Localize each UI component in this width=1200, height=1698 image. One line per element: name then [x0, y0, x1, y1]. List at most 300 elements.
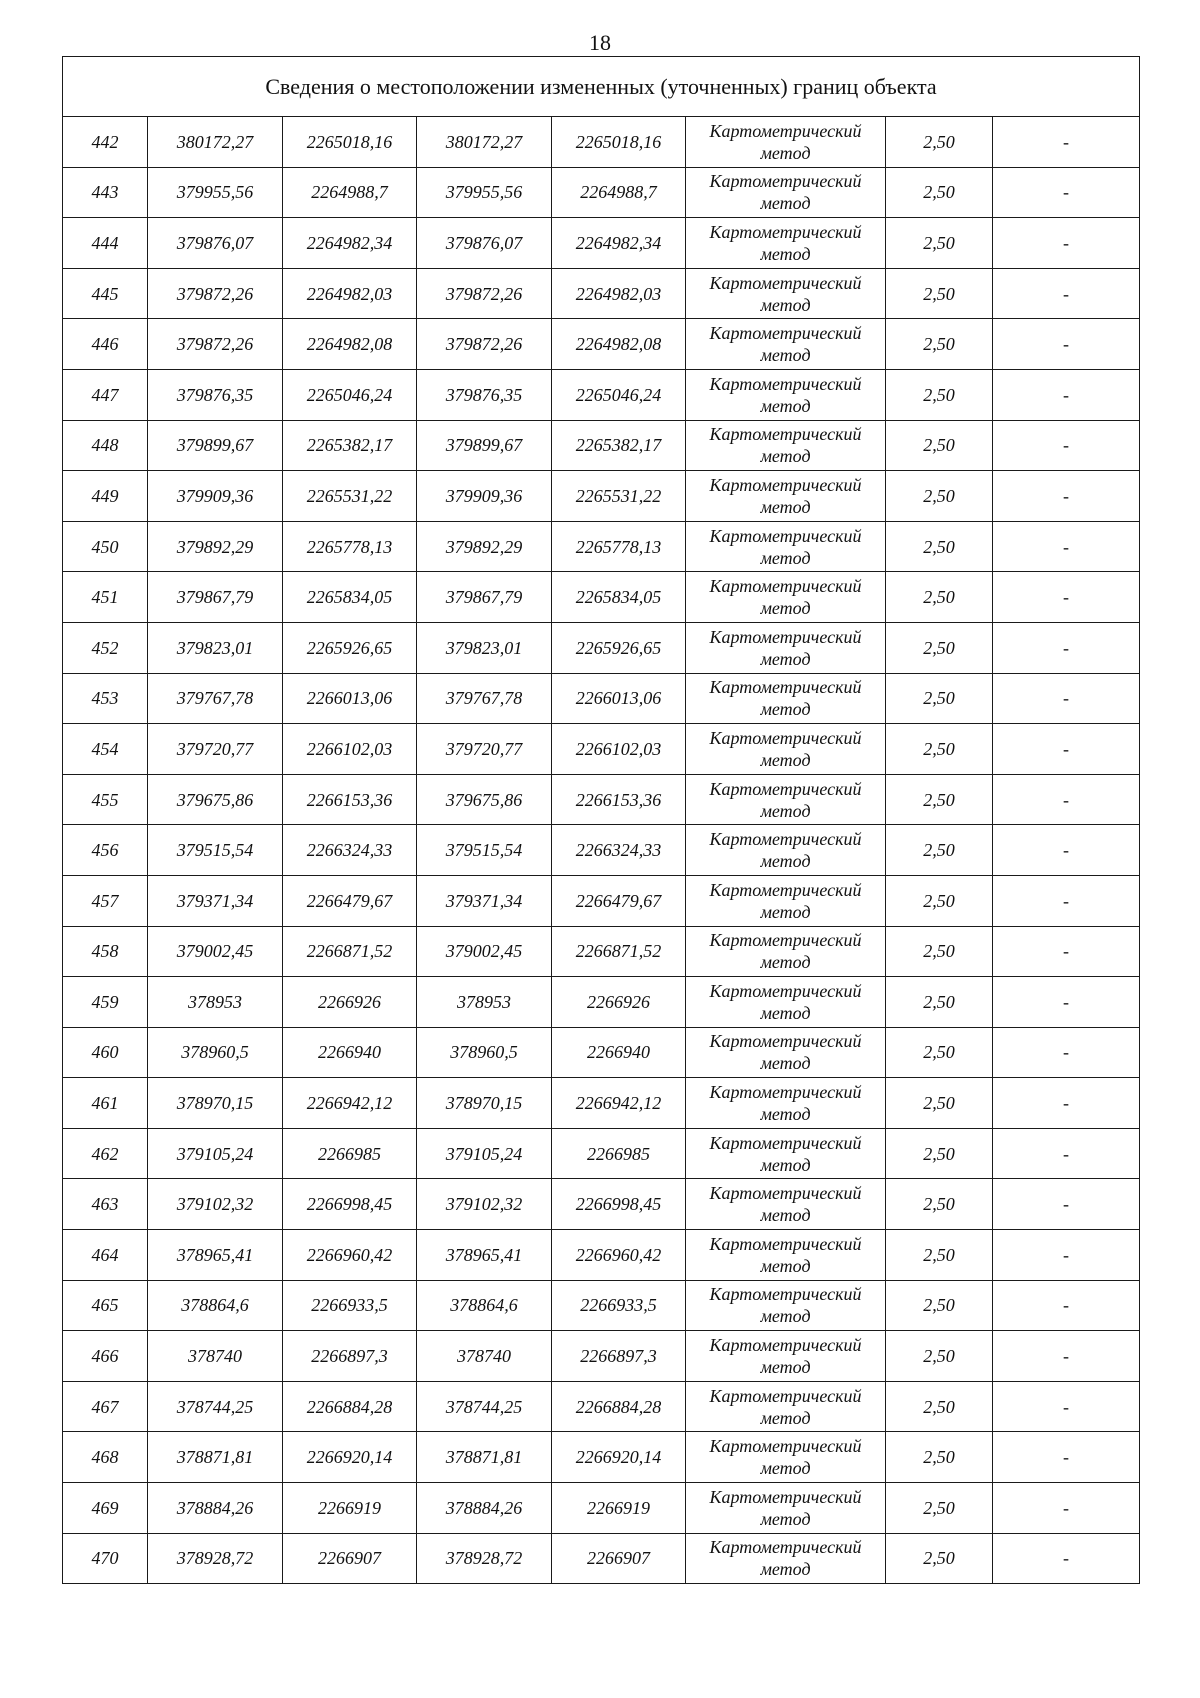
method-label-line1: Картометрический	[709, 727, 862, 748]
method-cell	[686, 167, 886, 218]
method-cell	[686, 471, 886, 522]
existing-y-cell: 2266960,42	[283, 1230, 417, 1281]
table-row	[63, 1432, 1140, 1483]
accuracy-cell: 2,50	[886, 1432, 993, 1483]
method-label-line2: метод	[760, 699, 811, 720]
point-number-cell: 449	[63, 471, 148, 522]
refined-x-cell: 379892,29	[417, 521, 552, 572]
method-label-line1: Картометрический	[709, 778, 862, 799]
refined-y-cell: 2266907	[552, 1533, 686, 1584]
accuracy-cell: 2,50	[886, 1128, 993, 1179]
note-cell: -	[993, 774, 1140, 825]
method-cell	[686, 1381, 886, 1432]
existing-y-cell: 2266942,12	[283, 1078, 417, 1129]
table-row	[63, 1381, 1140, 1432]
refined-x-cell: 379105,24	[417, 1128, 552, 1179]
method-label-line1: Картометрический	[709, 1537, 862, 1558]
refined-y-cell: 2266926	[552, 977, 686, 1028]
method-cell	[686, 724, 886, 775]
accuracy-cell: 2,50	[886, 1331, 993, 1382]
existing-x-cell: 379102,32	[148, 1179, 283, 1230]
point-number-cell: 445	[63, 268, 148, 319]
method-cell	[686, 1179, 886, 1230]
method-cell	[686, 268, 886, 319]
refined-y-cell: 2266940	[552, 1027, 686, 1078]
note-cell: -	[993, 926, 1140, 977]
method-label-line1: Картометрический	[709, 1082, 862, 1103]
point-number-cell: 443	[63, 167, 148, 218]
existing-x-cell: 379909,36	[148, 471, 283, 522]
existing-y-cell: 2265018,16	[283, 117, 417, 168]
table-row	[63, 521, 1140, 572]
table-row	[63, 1280, 1140, 1331]
method-label-line2: метод	[760, 1508, 811, 1529]
refined-x-cell: 379867,79	[417, 572, 552, 623]
note-cell: -	[993, 875, 1140, 926]
accuracy-cell: 2,50	[886, 471, 993, 522]
existing-y-cell: 2266920,14	[283, 1432, 417, 1483]
refined-y-cell: 2265834,05	[552, 572, 686, 623]
method-cell	[686, 369, 886, 420]
method-label-line2: метод	[760, 1357, 811, 1378]
method-cell	[686, 774, 886, 825]
accuracy-cell: 2,50	[886, 977, 993, 1028]
refined-x-cell: 378744,25	[417, 1381, 552, 1432]
point-number-cell: 468	[63, 1432, 148, 1483]
refined-y-cell: 2264982,03	[552, 268, 686, 319]
existing-x-cell: 379955,56	[148, 167, 283, 218]
point-number-cell: 459	[63, 977, 148, 1028]
point-number-cell: 447	[63, 369, 148, 420]
refined-x-cell: 379955,56	[417, 167, 552, 218]
existing-y-cell: 2266884,28	[283, 1381, 417, 1432]
method-label-line2: метод	[760, 1559, 811, 1580]
accuracy-cell: 2,50	[886, 724, 993, 775]
point-number-cell: 450	[63, 521, 148, 572]
point-number-cell: 448	[63, 420, 148, 471]
existing-y-cell: 2265531,22	[283, 471, 417, 522]
refined-x-cell: 379872,26	[417, 319, 552, 370]
method-label-line2: метод	[760, 345, 811, 366]
refined-x-cell: 379876,35	[417, 369, 552, 420]
refined-x-cell: 379899,67	[417, 420, 552, 471]
table-row	[63, 1483, 1140, 1534]
method-label-line2: метод	[760, 648, 811, 669]
existing-y-cell: 2266871,52	[283, 926, 417, 977]
method-cell	[686, 117, 886, 168]
note-cell: -	[993, 1078, 1140, 1129]
point-number-cell: 456	[63, 825, 148, 876]
existing-x-cell: 378871,81	[148, 1432, 283, 1483]
method-label-line1: Картометрический	[709, 626, 862, 647]
method-label-line2: метод	[760, 1458, 811, 1479]
boundary-coordinates-table	[62, 56, 1140, 1584]
point-number-cell: 452	[63, 622, 148, 673]
note-cell: -	[993, 1179, 1140, 1230]
refined-x-cell: 379876,07	[417, 218, 552, 269]
refined-x-cell: 379767,78	[417, 673, 552, 724]
page-number: 18	[589, 30, 611, 55]
accuracy-cell: 2,50	[886, 1078, 993, 1129]
refined-x-cell: 379002,45	[417, 926, 552, 977]
method-label-line1: Картометрический	[709, 829, 862, 850]
method-label-line2: метод	[760, 952, 811, 973]
accuracy-cell: 2,50	[886, 1533, 993, 1584]
accuracy-cell: 2,50	[886, 420, 993, 471]
refined-y-cell: 2265046,24	[552, 369, 686, 420]
method-cell	[686, 218, 886, 269]
existing-y-cell: 2266153,36	[283, 774, 417, 825]
method-label-line2: метод	[760, 142, 811, 163]
refined-y-cell: 2265926,65	[552, 622, 686, 673]
method-label-line1: Картометрический	[709, 1233, 862, 1254]
table-row	[63, 1078, 1140, 1129]
method-label-line1: Картометрический	[709, 1183, 862, 1204]
table-row	[63, 1230, 1140, 1281]
method-label-line2: метод	[760, 1407, 811, 1428]
existing-x-cell: 379675,86	[148, 774, 283, 825]
method-label-line1: Картометрический	[709, 980, 862, 1001]
refined-y-cell: 2266153,36	[552, 774, 686, 825]
point-number-cell: 458	[63, 926, 148, 977]
note-cell: -	[993, 369, 1140, 420]
existing-x-cell: 380172,27	[148, 117, 283, 168]
existing-x-cell: 379892,29	[148, 521, 283, 572]
note-cell: -	[993, 825, 1140, 876]
refined-y-cell: 2264982,08	[552, 319, 686, 370]
note-cell: -	[993, 1432, 1140, 1483]
existing-y-cell: 2264988,7	[283, 167, 417, 218]
method-label-line2: метод	[760, 496, 811, 517]
existing-x-cell: 378953	[148, 977, 283, 1028]
accuracy-cell: 2,50	[886, 369, 993, 420]
refined-y-cell: 2264982,34	[552, 218, 686, 269]
method-label-line2: метод	[760, 749, 811, 770]
refined-x-cell: 378871,81	[417, 1432, 552, 1483]
accuracy-cell: 2,50	[886, 1027, 993, 1078]
point-number-cell: 464	[63, 1230, 148, 1281]
accuracy-cell: 2,50	[886, 268, 993, 319]
method-label-line2: метод	[760, 446, 811, 467]
table-row	[63, 926, 1140, 977]
method-cell	[686, 875, 886, 926]
method-label-line1: Картометрический	[709, 424, 862, 445]
table-row	[63, 369, 1140, 420]
existing-x-cell: 378884,26	[148, 1483, 283, 1534]
method-cell	[686, 1432, 886, 1483]
accuracy-cell: 2,50	[886, 1230, 993, 1281]
note-cell: -	[993, 724, 1140, 775]
table-row	[63, 420, 1140, 471]
existing-x-cell: 379867,79	[148, 572, 283, 623]
method-label-line2: метод	[760, 1306, 811, 1327]
table-row	[63, 1331, 1140, 1382]
existing-y-cell: 2265926,65	[283, 622, 417, 673]
method-label-line1: Картометрический	[709, 930, 862, 951]
table-row	[63, 218, 1140, 269]
existing-x-cell: 378965,41	[148, 1230, 283, 1281]
method-cell	[686, 825, 886, 876]
method-label-line2: метод	[760, 547, 811, 568]
point-number-cell: 461	[63, 1078, 148, 1129]
accuracy-cell: 2,50	[886, 572, 993, 623]
note-cell: -	[993, 1280, 1140, 1331]
method-label-line1: Картометрический	[709, 1284, 862, 1305]
method-label-line1: Картометрический	[709, 474, 862, 495]
method-label-line2: метод	[760, 1205, 811, 1226]
method-cell	[686, 1331, 886, 1382]
accuracy-cell: 2,50	[886, 1483, 993, 1534]
table-row	[63, 319, 1140, 370]
method-label-line1: Картометрический	[709, 1132, 862, 1153]
method-label-line2: метод	[760, 1255, 811, 1276]
method-label-line2: метод	[760, 1053, 811, 1074]
method-label-line1: Картометрический	[709, 1436, 862, 1457]
refined-x-cell: 378928,72	[417, 1533, 552, 1584]
note-cell: -	[993, 1533, 1140, 1584]
refined-x-cell: 378965,41	[417, 1230, 552, 1281]
refined-x-cell: 379720,77	[417, 724, 552, 775]
method-label-line2: метод	[760, 800, 811, 821]
method-label-line2: метод	[760, 395, 811, 416]
method-label-line1: Картометрический	[709, 373, 862, 394]
refined-y-cell: 2265018,16	[552, 117, 686, 168]
refined-x-cell: 378970,15	[417, 1078, 552, 1129]
existing-x-cell: 378928,72	[148, 1533, 283, 1584]
note-cell: -	[993, 1381, 1140, 1432]
point-number-cell: 446	[63, 319, 148, 370]
method-cell	[686, 673, 886, 724]
existing-y-cell: 2265382,17	[283, 420, 417, 471]
existing-y-cell: 2266940	[283, 1027, 417, 1078]
method-label-line1: Картометрический	[709, 525, 862, 546]
refined-y-cell: 2266479,67	[552, 875, 686, 926]
table-row	[63, 1533, 1140, 1584]
refined-x-cell: 379872,26	[417, 268, 552, 319]
refined-x-cell: 378864,6	[417, 1280, 552, 1331]
refined-x-cell: 380172,27	[417, 117, 552, 168]
method-cell	[686, 1533, 886, 1584]
method-cell	[686, 572, 886, 623]
method-label-line1: Картометрический	[709, 323, 862, 344]
method-label-line1: Картометрический	[709, 1486, 862, 1507]
table-row	[63, 471, 1140, 522]
existing-y-cell: 2264982,08	[283, 319, 417, 370]
table-row	[63, 1027, 1140, 1078]
note-cell: -	[993, 977, 1140, 1028]
method-label-line1: Картометрический	[709, 1335, 862, 1356]
refined-y-cell: 2266998,45	[552, 1179, 686, 1230]
refined-y-cell: 2266871,52	[552, 926, 686, 977]
accuracy-cell: 2,50	[886, 117, 993, 168]
refined-y-cell: 2264988,7	[552, 167, 686, 218]
existing-y-cell: 2266933,5	[283, 1280, 417, 1331]
table-row	[63, 268, 1140, 319]
refined-y-cell: 2266933,5	[552, 1280, 686, 1331]
existing-x-cell: 378960,5	[148, 1027, 283, 1078]
refined-y-cell: 2266013,06	[552, 673, 686, 724]
existing-x-cell: 379872,26	[148, 268, 283, 319]
refined-x-cell: 379909,36	[417, 471, 552, 522]
method-label-line1: Картометрический	[709, 1385, 862, 1406]
note-cell: -	[993, 1230, 1140, 1281]
accuracy-cell: 2,50	[886, 1179, 993, 1230]
method-cell	[686, 319, 886, 370]
point-number-cell: 465	[63, 1280, 148, 1331]
note-cell: -	[993, 673, 1140, 724]
existing-x-cell: 379002,45	[148, 926, 283, 977]
method-label-line2: метод	[760, 243, 811, 264]
existing-x-cell: 379876,35	[148, 369, 283, 420]
refined-y-cell: 2266884,28	[552, 1381, 686, 1432]
accuracy-cell: 2,50	[886, 319, 993, 370]
note-cell: -	[993, 521, 1140, 572]
existing-x-cell: 378970,15	[148, 1078, 283, 1129]
table-row	[63, 774, 1140, 825]
note-cell: -	[993, 471, 1140, 522]
point-number-cell: 451	[63, 572, 148, 623]
table-row	[63, 1128, 1140, 1179]
refined-y-cell: 2266942,12	[552, 1078, 686, 1129]
note-cell: -	[993, 218, 1140, 269]
existing-y-cell: 2265046,24	[283, 369, 417, 420]
table-row	[63, 977, 1140, 1028]
existing-y-cell: 2264982,03	[283, 268, 417, 319]
accuracy-cell: 2,50	[886, 825, 993, 876]
accuracy-cell: 2,50	[886, 167, 993, 218]
point-number-cell: 463	[63, 1179, 148, 1230]
refined-x-cell: 379371,34	[417, 875, 552, 926]
method-cell	[686, 420, 886, 471]
existing-x-cell: 378740	[148, 1331, 283, 1382]
method-cell	[686, 1078, 886, 1129]
refined-x-cell: 378740	[417, 1331, 552, 1382]
existing-y-cell: 2266324,33	[283, 825, 417, 876]
table-row	[63, 825, 1140, 876]
method-label-line1: Картометрический	[709, 171, 862, 192]
refined-x-cell: 378953	[417, 977, 552, 1028]
existing-y-cell: 2266479,67	[283, 875, 417, 926]
point-number-cell: 467	[63, 1381, 148, 1432]
method-label-line2: метод	[760, 193, 811, 214]
table-row	[63, 622, 1140, 673]
refined-y-cell: 2265382,17	[552, 420, 686, 471]
table-row	[63, 875, 1140, 926]
method-cell	[686, 1128, 886, 1179]
existing-x-cell: 378744,25	[148, 1381, 283, 1432]
existing-x-cell: 379823,01	[148, 622, 283, 673]
method-label-line1: Картометрический	[709, 120, 862, 141]
accuracy-cell: 2,50	[886, 1280, 993, 1331]
refined-x-cell: 378884,26	[417, 1483, 552, 1534]
note-cell: -	[993, 1027, 1140, 1078]
accuracy-cell: 2,50	[886, 774, 993, 825]
note-cell: -	[993, 622, 1140, 673]
accuracy-cell: 2,50	[886, 673, 993, 724]
point-number-cell: 442	[63, 117, 148, 168]
method-cell	[686, 1483, 886, 1534]
existing-y-cell: 2266102,03	[283, 724, 417, 775]
accuracy-cell: 2,50	[886, 218, 993, 269]
method-label-line1: Картометрический	[709, 879, 862, 900]
accuracy-cell: 2,50	[886, 622, 993, 673]
existing-y-cell: 2266926	[283, 977, 417, 1028]
method-cell	[686, 926, 886, 977]
table-row	[63, 117, 1140, 168]
point-number-cell: 466	[63, 1331, 148, 1382]
existing-x-cell: 378864,6	[148, 1280, 283, 1331]
existing-x-cell: 379767,78	[148, 673, 283, 724]
point-number-cell: 453	[63, 673, 148, 724]
table-row	[63, 167, 1140, 218]
table-row	[63, 724, 1140, 775]
existing-y-cell: 2265834,05	[283, 572, 417, 623]
refined-x-cell: 379515,54	[417, 825, 552, 876]
method-cell	[686, 1027, 886, 1078]
point-number-cell: 469	[63, 1483, 148, 1534]
existing-x-cell: 379105,24	[148, 1128, 283, 1179]
refined-x-cell: 379675,86	[417, 774, 552, 825]
refined-y-cell: 2266920,14	[552, 1432, 686, 1483]
point-number-cell: 454	[63, 724, 148, 775]
method-label-line2: метод	[760, 1002, 811, 1023]
point-number-cell: 444	[63, 218, 148, 269]
table-title: Сведения о местоположении измененных (уточненных) границ объекта	[63, 57, 1140, 117]
method-label-line1: Картометрический	[709, 221, 862, 242]
point-number-cell: 455	[63, 774, 148, 825]
method-label-line1: Картометрический	[709, 677, 862, 698]
method-label-line2: метод	[760, 598, 811, 619]
existing-x-cell: 379876,07	[148, 218, 283, 269]
refined-y-cell: 2266960,42	[552, 1230, 686, 1281]
method-cell	[686, 622, 886, 673]
existing-y-cell: 2264982,34	[283, 218, 417, 269]
point-number-cell: 460	[63, 1027, 148, 1078]
refined-x-cell: 379823,01	[417, 622, 552, 673]
note-cell: -	[993, 1128, 1140, 1179]
existing-y-cell: 2266907	[283, 1533, 417, 1584]
existing-y-cell: 2266985	[283, 1128, 417, 1179]
refined-y-cell: 2265531,22	[552, 471, 686, 522]
table-row	[63, 673, 1140, 724]
existing-y-cell: 2266897,3	[283, 1331, 417, 1382]
accuracy-cell: 2,50	[886, 875, 993, 926]
existing-x-cell: 379899,67	[148, 420, 283, 471]
method-label-line2: метод	[760, 1104, 811, 1125]
note-cell: -	[993, 1483, 1140, 1534]
existing-y-cell: 2266998,45	[283, 1179, 417, 1230]
method-label-line2: метод	[760, 901, 811, 922]
method-label-line1: Картометрический	[709, 1031, 862, 1052]
refined-y-cell: 2266324,33	[552, 825, 686, 876]
existing-y-cell: 2266013,06	[283, 673, 417, 724]
existing-x-cell: 379515,54	[148, 825, 283, 876]
existing-x-cell: 379371,34	[148, 875, 283, 926]
method-cell	[686, 1230, 886, 1281]
point-number-cell: 470	[63, 1533, 148, 1584]
existing-y-cell: 2265778,13	[283, 521, 417, 572]
refined-y-cell: 2265778,13	[552, 521, 686, 572]
accuracy-cell: 2,50	[886, 1381, 993, 1432]
method-cell	[686, 521, 886, 572]
refined-x-cell: 379102,32	[417, 1179, 552, 1230]
refined-y-cell: 2266102,03	[552, 724, 686, 775]
method-label-line1: Картометрический	[709, 576, 862, 597]
method-label-line1: Картометрический	[709, 272, 862, 293]
method-label-line2: метод	[760, 851, 811, 872]
existing-x-cell: 379872,26	[148, 319, 283, 370]
method-label-line2: метод	[760, 294, 811, 315]
